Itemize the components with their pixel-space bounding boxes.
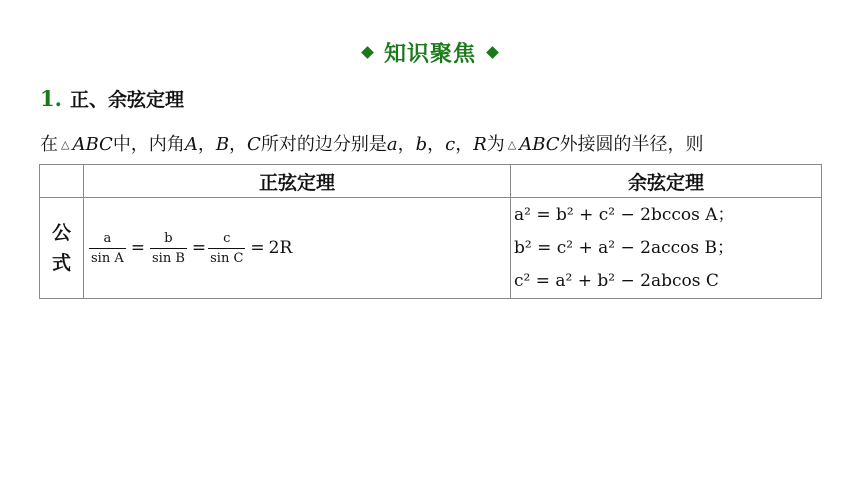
denominator: sin B [150,248,187,266]
intro-math: R [473,134,487,155]
equals-sign: = [191,238,207,258]
section-banner [0,34,860,70]
intro-text: 中，内角 [112,134,185,155]
intro-paragraph [40,131,830,159]
section-number: 1. [40,85,62,111]
intro-math: b [415,134,428,155]
equals-sign: = [130,238,145,258]
table-header-row [40,165,822,198]
intro-text: ， [455,134,474,155]
banner-title: 知识聚焦 [383,41,476,67]
numerator: a [103,230,112,246]
section-title: 正、余弦定理 [69,88,184,111]
denominator: sin C [208,248,245,266]
intro-text: ， [427,134,446,155]
fraction-a [89,231,126,266]
formula-table [39,164,822,299]
intro-text: ， [397,134,416,155]
header-sine-law: 正弦定理 [84,165,511,198]
intro-math: c [445,134,456,155]
table-row [40,198,822,299]
intro-text: ， [197,134,216,155]
diamond-right-icon [486,46,499,59]
intro-math: ABC [519,134,560,155]
denominator: sin A [89,248,126,266]
fraction-c [208,231,245,266]
numerator: c [223,230,231,246]
cosine-formula: b² = c² + a² − 2accos B [514,237,717,258]
cosine-formula: a² = b² + c² − 2bccos A [514,204,718,225]
equals-sign: = [250,238,265,258]
diamond-left-icon [361,46,374,59]
row-label [40,198,84,299]
intro-text: ， [229,134,248,155]
numerator: b [164,230,173,246]
header-cosine-law: 余弦定理 [511,165,822,198]
intro-math: A [184,134,198,155]
triangle-icon: △ [507,138,517,151]
sine-law-rhs: 2R [268,238,293,258]
separator: ； [717,237,734,258]
row-label-char: 式 [51,252,71,274]
section-heading [40,84,184,112]
fraction-b [150,231,187,266]
sine-law-formula [88,231,510,266]
separator: ； [717,204,735,225]
cosine-formula: c² = a² + b² − 2abcos C [514,270,719,291]
triangle-icon: △ [61,138,70,151]
sine-law-cell [84,198,511,299]
cosine-law-cell [511,198,822,299]
intro-text: 为 [486,134,505,155]
intro-math: B [215,134,230,155]
cosine-law-line [514,199,821,232]
intro-math: ABC [72,134,113,155]
intro-text: 所对的边分别是 [260,134,387,155]
row-label-char: 公 [51,222,71,244]
intro-text: 外接圆的半径，则 [559,134,704,155]
corner-cell [40,165,84,198]
intro-text: 在 [40,134,58,155]
cosine-law-line [514,232,821,265]
cosine-law-line [514,265,821,298]
intro-math: C [247,134,261,155]
intro-math: a [386,134,398,155]
